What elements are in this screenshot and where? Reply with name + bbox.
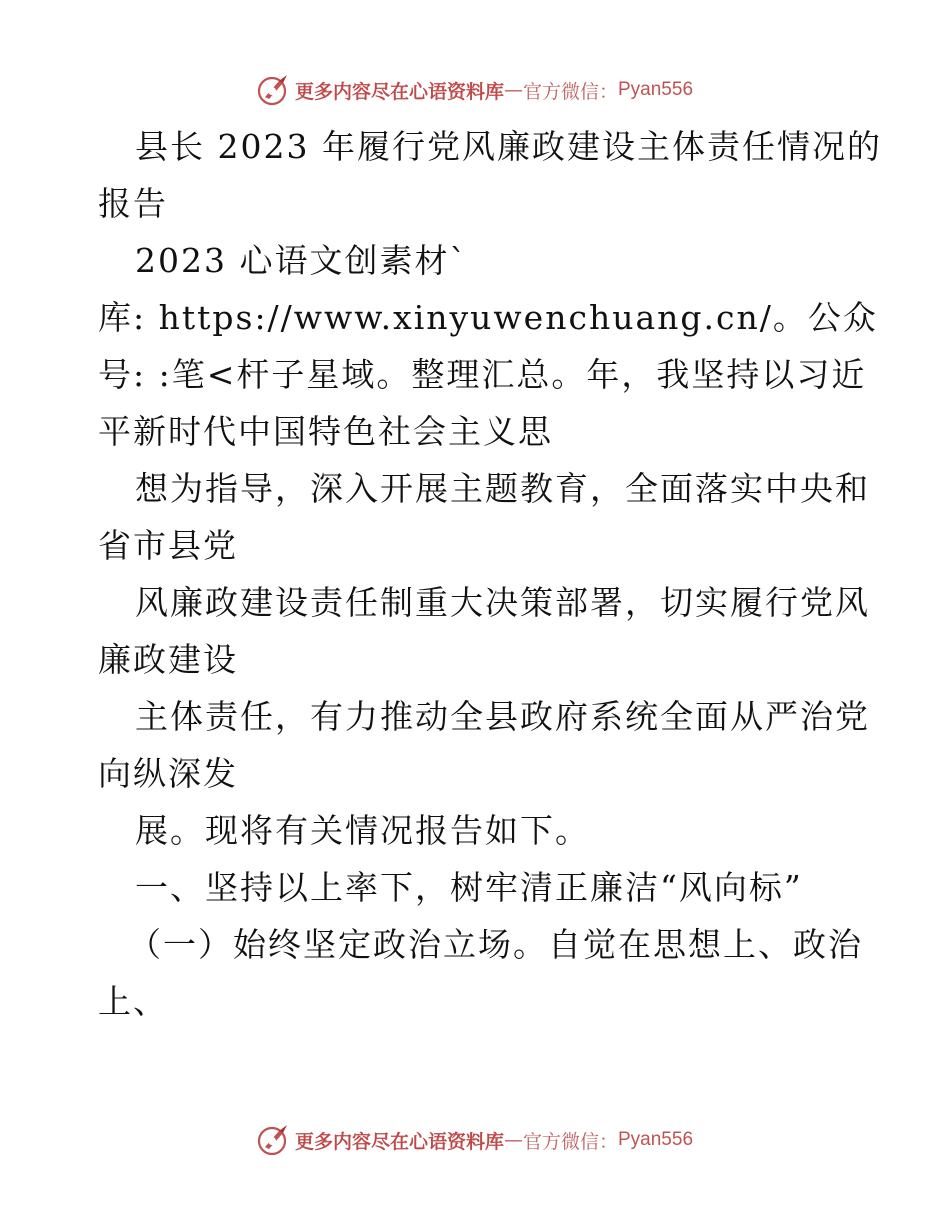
watermark-wechat-label: 官方微信： — [522, 1130, 618, 1153]
text-line: 展。现将有关情况报告如下。 — [135, 811, 590, 850]
quill-pen-circle-icon — [257, 73, 291, 107]
watermark-footer — [0, 1120, 950, 1160]
text-line: 上、 — [98, 982, 168, 1021]
text-line: 号: :笔<杆子星域。整理汇总。年，我坚持以习近 — [98, 355, 867, 394]
watermark-brand: 更多内容尽在心语资料库 — [294, 1130, 504, 1153]
watermark-wechat-id: Pyan556 — [618, 1129, 694, 1150]
text-line: 主体责任，有力推动全县政府系统全面从严治党 — [135, 697, 870, 736]
paragraph — [98, 346, 867, 460]
watermark-wechat-id: Pyan556 — [618, 79, 694, 100]
watermark-separator: — — [503, 1129, 523, 1151]
paragraph — [98, 289, 878, 346]
paragraph — [98, 574, 870, 688]
text-line: 县长 2023 年履行党风廉政建设主体责任情况的 — [135, 127, 882, 166]
paragraph — [98, 232, 858, 289]
text-line: 风廉政建设责任制重大决策部署，切实履行党风 — [135, 583, 870, 622]
watermark-brand: 更多内容尽在心语资料库 — [294, 80, 504, 103]
paragraph — [98, 460, 870, 574]
section-heading — [98, 859, 858, 916]
paragraph-title — [98, 118, 882, 232]
text-line: 一、坚持以上率下，树牢清正廉洁“风向标” — [135, 868, 803, 907]
text-line: 报告 — [98, 184, 168, 223]
paragraph — [98, 688, 870, 802]
text-line: （一）始终坚定政治立场。自觉在思想上、政治 — [128, 925, 863, 964]
paragraph — [98, 916, 863, 1030]
text-line: 库: https://www.xinyuwenchuang.cn/。公众 — [98, 298, 878, 337]
document-body — [98, 118, 882, 1030]
text-line: 2023 心语文创素材` — [135, 241, 468, 280]
quill-pen-circle-icon — [257, 1123, 291, 1157]
paragraph — [98, 802, 858, 859]
text-line: 廉政建设 — [98, 640, 238, 679]
watermark-wechat-label: 官方微信： — [522, 80, 618, 103]
watermark-separator: — — [503, 79, 523, 101]
text-line: 想为指导，深入开展主题教育，全面落实中央和 — [135, 469, 870, 508]
watermark-header — [0, 70, 950, 110]
text-line: 向纵深发 — [98, 754, 238, 793]
text-line: 省市县党 — [98, 526, 238, 565]
text-line: 平新时代中国特色社会主义思 — [98, 412, 553, 451]
